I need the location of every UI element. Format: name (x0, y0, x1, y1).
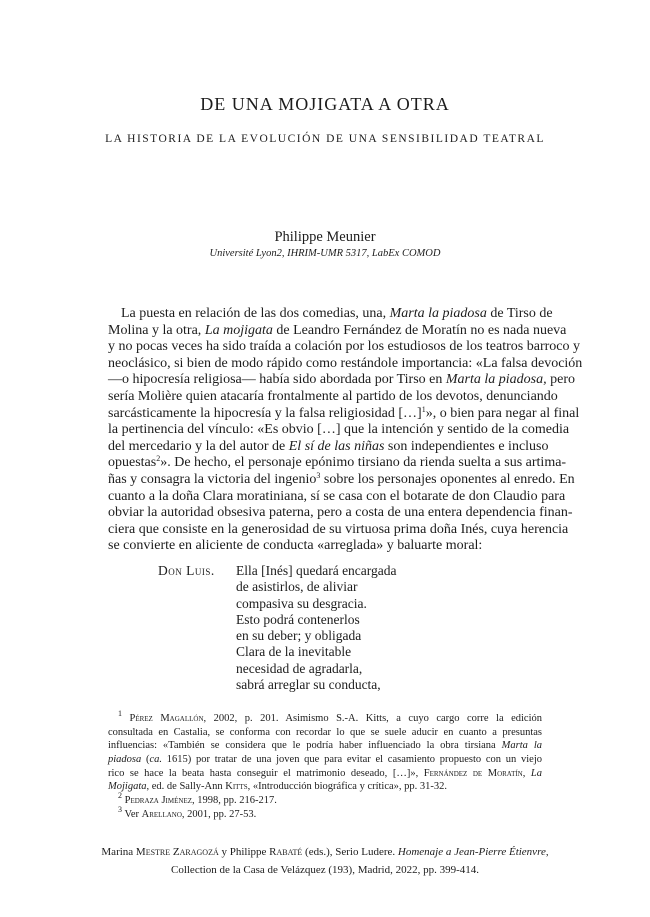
footnote-marker[interactable]: 1 (421, 404, 426, 414)
body-line: ñas y consagra la victoria del ingenio$^3$ sobre los personajes oponentes al enredo. En (108, 470, 575, 487)
footnote-marker[interactable]: 2 (156, 454, 161, 464)
body-line: se convierte en aliciente de conducta «arreglada» y baluarte moral: (108, 538, 483, 554)
verse-line: Esto podrá contenerlos (236, 611, 360, 627)
footnote-line: Mojigata, ed. de Sally-Ann Kitts, «Introducción biográfica y crítica», pp. 31-32. (108, 781, 448, 793)
body-line: y no pocas veces ha sido traída a colación por los estudiosos de los teatros barroco y (108, 339, 580, 355)
body-line: Molina y la otra, La mojigata de Leandro Fernández de Moratín no es nada nueva (108, 322, 567, 338)
verse-line: Ella [Inés] quedará encargada (236, 563, 397, 578)
verse-line: compasiva su desgracia. (236, 595, 367, 611)
body-line: —o hipocresía religiosa— había sido abordada por Tirso en Marta la piadosa, pero (108, 372, 576, 388)
body-paragraph (108, 306, 583, 555)
body-line: neoclásico, si bien de modo rápido como restándole importancia: «La falsa devoción (108, 355, 583, 371)
footnotes (108, 709, 543, 822)
verse-line: en su deber; y obligada (236, 628, 362, 644)
footnote-line: $^3$ Ver Arellano, 2001, pp. 27-53. (118, 804, 257, 820)
body-line: ciera que consiste en la generosidad de su virtuosa prima doña Inés, cuya herencia (108, 521, 569, 537)
body-line: del mercedario y la del autor de El sí de las niñas son independientes e incluso (108, 438, 549, 454)
body-line: la pertinencia del vínculo: «Es obvio […] que la intención y sentido de la comedia (108, 422, 570, 438)
footnote-line: $^2$ Pedraza Jiménez, 1998, pp. 216-217. (118, 791, 277, 807)
footnote-3 (108, 804, 542, 822)
verse-quote (236, 563, 397, 693)
author-name: Philippe Meunier (274, 229, 376, 245)
body-line: sería Molière quien atacaría frontalmente al partido de los devotos, denunciando (108, 388, 558, 404)
author-affiliation: Université Lyon2, IHRIM-UMR 5317, LabEx COMOD (209, 248, 441, 259)
footnote-line: rico se hace la beata hasta conseguir el matrimonio deseado, […]», Fernández de Moratín, La (108, 767, 543, 779)
verse-line: sabrá arreglar su conducta, (236, 677, 381, 693)
footnote-2 (108, 791, 542, 808)
body-line: La puesta en relación de las dos comedias, una, Marta la piadosa de Tirso de (121, 306, 553, 321)
verse-line: Clara de la inevitable (236, 644, 352, 660)
article-title: DE UNA MOJIGATA A OTRA (200, 94, 450, 114)
body-line: obviar la autoridad obsesiva paterna, pero a costa de una entera dependencia finan- (108, 505, 573, 521)
footnote-marker[interactable]: 3 (316, 470, 321, 480)
footnote-line: $^1$ Pérez Magallón, 2002, p. 201. Asimismo S.-A. Kitts, a cuyo cargo corre la edición (118, 709, 543, 724)
reference-line: Collection de la Casa de Velázquez (193), Madrid, 2022, pp. 399-414. (170, 864, 480, 876)
body-line: opuestas$^2$». De hecho, el personaje epónimo tirsiano da rienda suelta a sus artima- (108, 454, 567, 471)
footnote-1 (108, 709, 543, 794)
verse-line: de asistirlos, de aliviar (236, 579, 358, 595)
footnote-line: influencias: «También se considera que le podría haber influenciado la obra tirsiana Marta la (108, 740, 543, 752)
verse-speaker: Don Luis. (158, 563, 215, 578)
verse-line: necesidad de agradarla, (236, 660, 363, 676)
footnote-line: consultada en Castalia, se conforma con recordar lo que se suele aducir en cuanto a presuntas (108, 726, 542, 738)
footnote-line: piadosa (ca. 1615) por tratar de una joven que para evitar el casamiento propuesto con un viejo (108, 754, 543, 766)
body-line: sarcásticamente la hipocresía y la falsa religiosidad […]$^1$», o bien para negar al final (108, 404, 580, 421)
article-subtitle: LA HISTORIA DE LA EVOLUCIÓN DE UNA SENSIBILIDAD TEATRAL (105, 133, 545, 145)
body-line: cuanto a la doña Clara moratiniana, sí se casa con el botarate de don Claudio para (108, 488, 566, 504)
publication-reference (0, 843, 650, 879)
reference-line: Marina Mestre Zaragozá y Philippe Rabaté (eds.), Serio Ludere. Homenaje a Jean-Pierre Étienvre, (101, 846, 549, 858)
